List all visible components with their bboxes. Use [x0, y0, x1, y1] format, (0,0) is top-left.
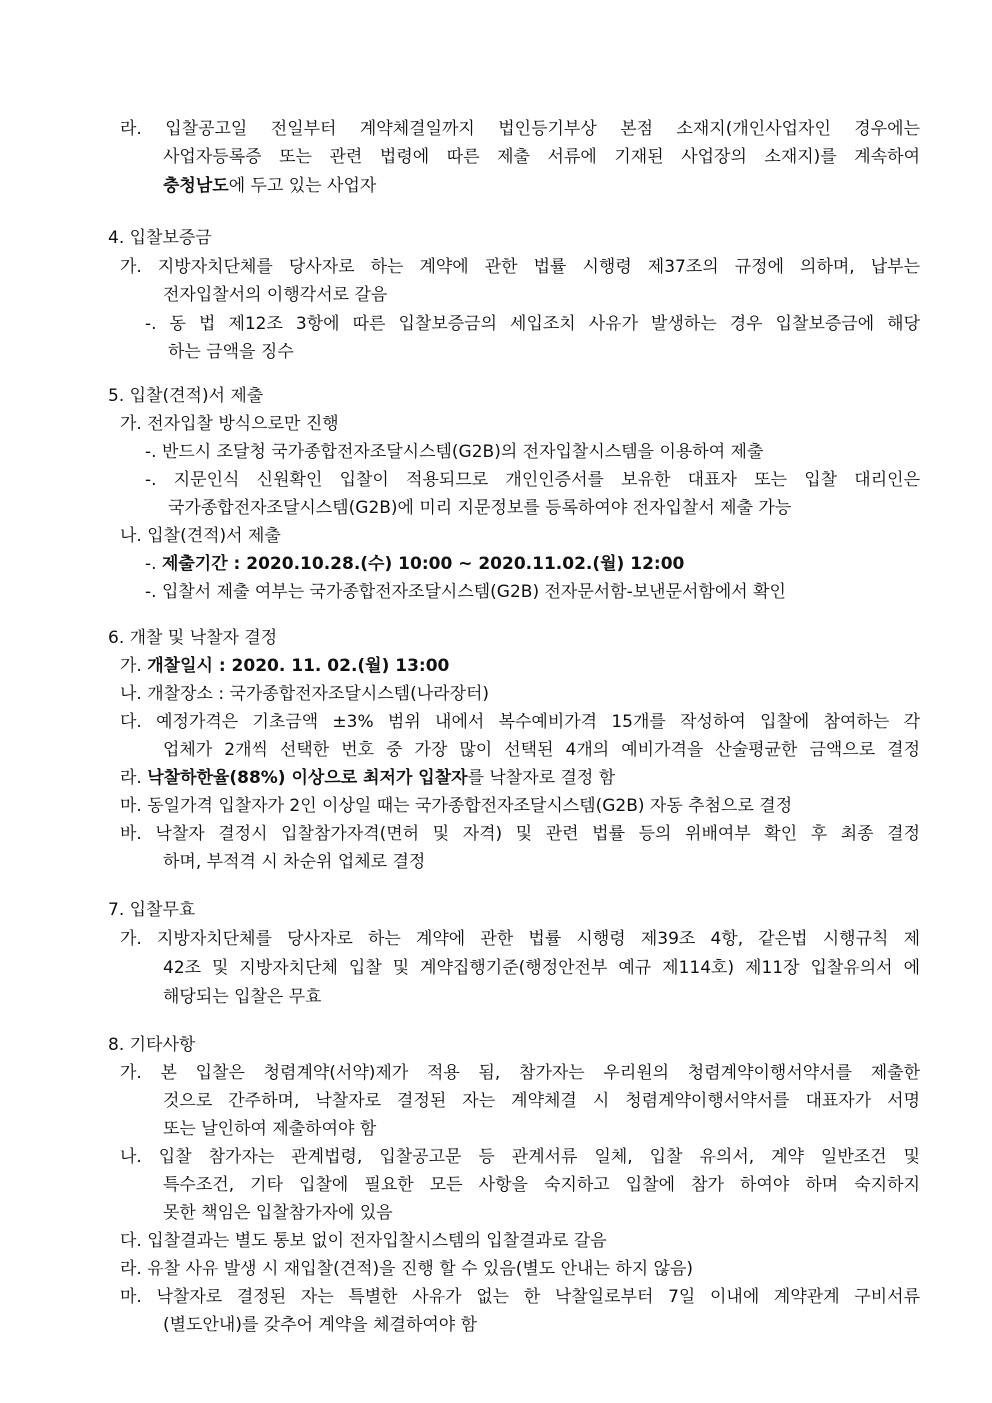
text-line: 국가종합전자조달시스템(G2B)에 미리 지문정보를 등록하여야 전자입찰서 제출 가능 — [168, 498, 792, 518]
text-line: 나. 입찰 참가자는 관계법령, 입찰공고문 등 관계서류 일체, 입찰 유의서, 계약 일반조건 및 — [120, 1147, 920, 1167]
text-line: 가. 전자입찰 방식으로만 진행 — [120, 414, 339, 434]
text-run: 라. — [120, 768, 148, 788]
text-run: 를 낙찰자로 결정 함 — [467, 768, 616, 788]
text-line: 마. 낙찰자로 결정된 자는 특별한 사유가 없는 한 낙찰일로부터 7일 이내에 계약관계 구비서류 — [120, 1287, 920, 1307]
text-line: 42조 및 지방자치단체 입찰 및 계약집행기준(행정안전부 예규 제114호) 제11장 입찰유의서 에 — [163, 958, 920, 978]
text-line: 나. 입찰(견적)서 제출 — [120, 526, 281, 546]
text-line: 나. 개찰장소 : 국가종합전자조달시스템(나라장터) — [120, 684, 490, 704]
text-line: -. 반드시 조달청 국가종합전자조달시스템(G2B)의 전자입찰시스템을 이용하여 제출 — [145, 442, 764, 462]
text-line: 또는 날인하여 제출하여야 함 — [163, 1119, 377, 1139]
text-line: 라. 유찰 사유 발생 시 재입찰(견적)을 진행 할 수 있음(별도 안내는 하지 않음) — [120, 1259, 694, 1279]
section-heading: 5. 입찰(견적)서 제출 — [108, 386, 264, 406]
text-run: 가. — [120, 656, 148, 676]
text-line — [120, 655, 449, 677]
bold-text-run: 낙찰하한율(88%) 이상으로 최저가 입찰자 — [147, 768, 468, 788]
text-line: 해당되는 입찰은 무효 — [163, 987, 322, 1007]
text-line: 다. 예정가격은 기초금액 ±3% 범위 내에서 복수예비가격 15개를 작성하여 입찰에 참여하는 각 — [120, 712, 920, 732]
text-line — [163, 175, 376, 197]
section-heading: 7. 입찰무효 — [108, 900, 196, 920]
section-heading: 4. 입찰보증금 — [108, 228, 212, 248]
text-line — [145, 553, 684, 575]
text-line: -. 입찰서 제출 여부는 국가종합전자조달시스템(G2B) 전자문서함-보낸문서함에서 확인 — [145, 582, 786, 602]
text-line: 라. 입찰공고일 전일부터 계약체결일까지 법인등기부상 본점 소재지(개인사업자인 경우에는 — [120, 119, 920, 139]
text-line: 전자입찰서의 이행각서로 갈음 — [163, 285, 388, 305]
text-line: 것으로 간주하며, 낙찰자로 결정된 자는 계약체결 시 청렴계약이행서약서를 대표자가 서명 — [163, 1091, 920, 1111]
text-line: 바. 낙찰자 결정시 입찰참가자격(면허 및 자격) 및 관련 법률 등의 위배여부 확인 후 최종 결정 — [120, 824, 920, 844]
text-line: -. 동 법 제12조 3항에 따른 입찰보증금의 세입조치 사유가 발생하는 경우 입찰보증금에 해당 — [145, 314, 920, 334]
bold-text-run: 제출기간 : 2020.10.28.(수) 10:00 ~ 2020.11.02.(월) 12:00 — [161, 554, 685, 574]
text-line: 못한 책임은 입찰참가자에 있음 — [163, 1203, 393, 1223]
text-line: 특수조건, 기타 입찰에 필요한 모든 사항을 숙지하고 입찰에 참가 하여야 하며 숙지하지 — [163, 1175, 920, 1195]
text-line: -. 지문인식 신원확인 입찰이 적용되므로 개인인증서를 보유한 대표자 또는 입찰 대리인은 — [145, 470, 920, 490]
text-line — [120, 767, 615, 789]
section-heading: 6. 개찰 및 낙찰자 결정 — [108, 628, 278, 648]
bold-text-run: 충청남도 — [163, 176, 229, 196]
text-line: 가. 지방자치단체를 당사자로 하는 계약에 관한 법률 시행령 제39조 4항, 같은법 시행규칙 제 — [120, 929, 920, 949]
text-line: 하는 금액을 징수 — [168, 342, 294, 362]
section-heading: 8. 기타사항 — [108, 1035, 196, 1055]
text-run: -. — [145, 554, 162, 574]
text-line: 하며, 부적격 시 차순위 업체로 결정 — [163, 852, 426, 872]
text-line: 사업자등록증 또는 관련 법령에 따른 제출 서류에 기재된 사업장의 소재지)를 계속하여 — [163, 147, 920, 167]
text-line: 가. 지방자치단체를 당사자로 하는 계약에 관한 법률 시행령 제37조의 규정에 의하며, 납부는 — [120, 257, 920, 277]
text-line: 가. 본 입찰은 청렴계약(서약)제가 적용 됨, 참가자는 우리원의 청렴계약이행서약서를 제출한 — [120, 1063, 920, 1083]
text-line: (별도안내)를 갖추어 계약을 체결하여야 함 — [163, 1315, 478, 1335]
bold-text-run: 개찰일시 : 2020. 11. 02.(월) 13:00 — [147, 656, 450, 676]
text-line: 마. 동일가격 입찰자가 2인 이상일 때는 국가종합전자조달시스템(G2B) 자동 추첨으로 결정 — [120, 796, 793, 816]
text-line: 다. 입찰결과는 별도 통보 없이 전자입찰시스템의 입찰결과로 갈음 — [120, 1231, 607, 1251]
text-line: 업체가 2개씩 선택한 번호 중 가장 많이 선택된 4개의 예비가격을 산술평균한 금액으로 결정 — [163, 740, 920, 760]
text-run: 에 두고 있는 사업자 — [228, 176, 377, 196]
